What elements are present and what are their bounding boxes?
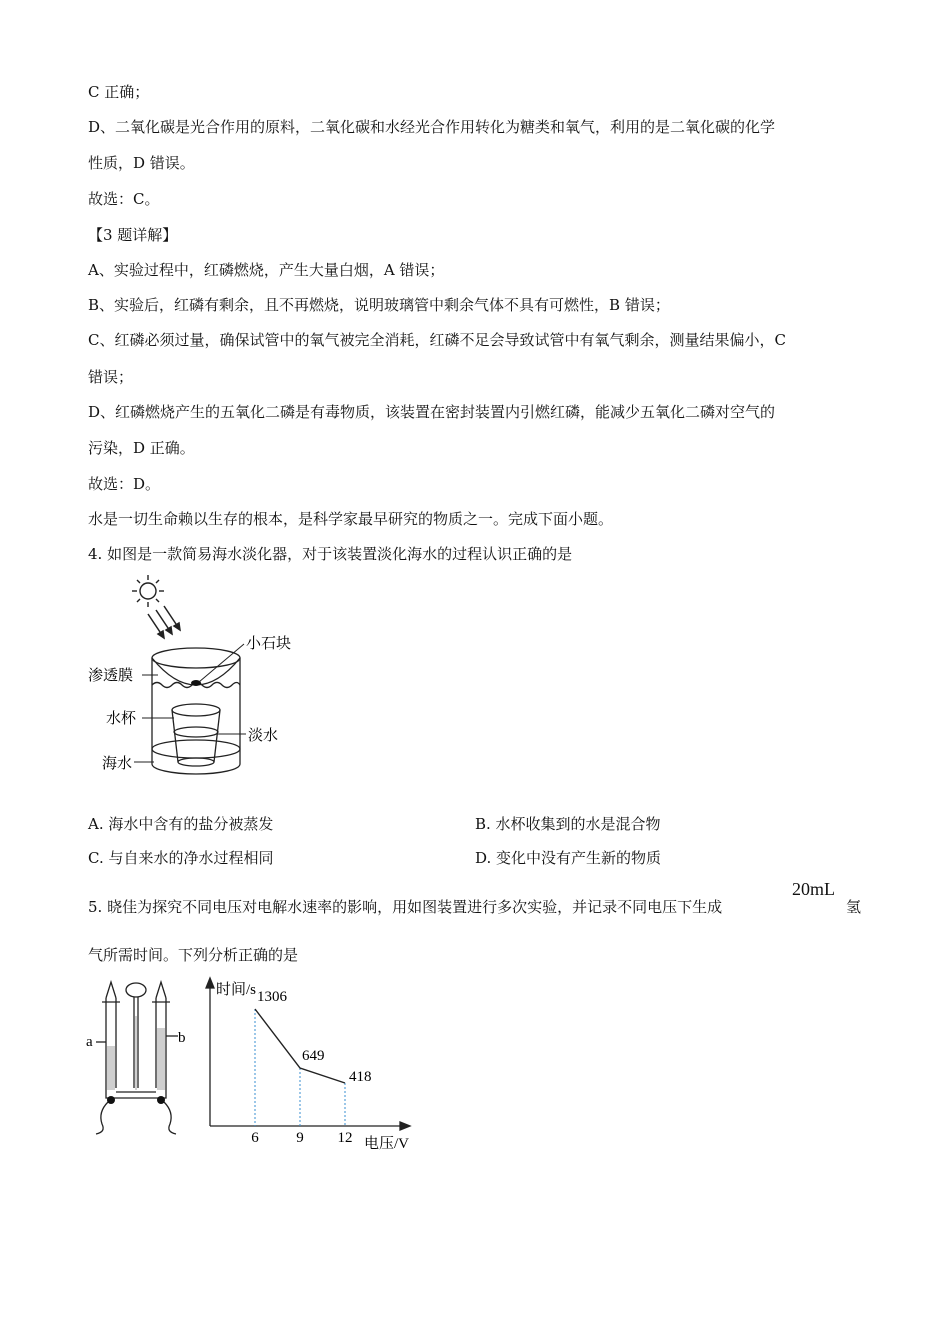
- label-a: a: [86, 1034, 93, 1050]
- option-c[interactable]: C. 与自来水的净水过程相同: [88, 849, 274, 867]
- option-d[interactable]: D. 变化中没有产生新的物质: [475, 849, 662, 867]
- data-label-9: 649: [302, 1048, 325, 1064]
- voltage-time-chart: [196, 976, 436, 1152]
- option-a[interactable]: A. 海水中含有的盐分被蒸发: [88, 815, 274, 833]
- volume-formula: 20mL: [792, 879, 835, 899]
- label-stone: 小石块: [246, 636, 292, 652]
- text-line-4: 故选：C。: [88, 190, 160, 208]
- label-membrane: 渗透膜: [88, 668, 134, 684]
- x-tick-label-9: 9: [296, 1130, 304, 1146]
- section-heading: 【3 题详解】: [88, 226, 178, 244]
- question-5-stem-end: 氢: [846, 898, 862, 916]
- text-line-8: C、红磷必须过量，确保试管中的氧气被完全消耗，红磷不足会导致试管中有氧气剩余，测量结果偏小，C: [88, 331, 786, 349]
- label-fresh: 淡水: [248, 728, 279, 744]
- x-tick-label-6: 6: [251, 1130, 259, 1146]
- text-line-13: 水是一切生命赖以生存的根本，是科学家最早研究的物质之一。完成下面小题。: [88, 510, 614, 528]
- label-b: b: [178, 1030, 186, 1046]
- sun-icon: [132, 575, 164, 607]
- text-line-10: D、红磷燃烧产生的五氧化二磷是有毒物质，该装置在密封装置内引燃红磷，能减少五氧化二磷对空气的: [88, 403, 776, 421]
- question-5-stem-2: 气所需时间。下列分析正确的是: [88, 946, 299, 964]
- light-arrows-icon: [148, 606, 180, 638]
- text-line-2: D、二氧化碳是光合作用的原料，二氧化碳和水经光合作用转化为糖类和氧气，利用的是二氧化碳的化学: [88, 118, 776, 136]
- text-line-3: 性质，D 错误。: [88, 154, 195, 172]
- data-label-12: 418: [349, 1069, 372, 1085]
- series-line: [255, 1009, 345, 1083]
- x-axis-arrow-icon: [400, 1122, 410, 1130]
- question-4-stem: 4. 如图是一款简易海水淡化器，对于该装置淡化海水的过程认识正确的是: [88, 545, 573, 563]
- x-tick-label-12: 12: [337, 1130, 353, 1146]
- text-line-9: 错误；: [88, 368, 134, 386]
- label-cup: 水杯: [106, 711, 137, 727]
- text-line-12: 故选：D。: [88, 475, 161, 493]
- stone-shape: [191, 680, 201, 686]
- option-b[interactable]: B. 水杯收集到的水是混合物: [475, 815, 661, 833]
- x-axis-label: 电压/V: [364, 1136, 410, 1152]
- y-axis-label: 时间/s: [216, 982, 257, 998]
- text-line-1: C 正确；: [88, 83, 150, 101]
- text-line-11: 污染，D 正确。: [88, 439, 195, 457]
- question-5-stem: 5. 晓佳为探究不同电压对电解水速率的影响，用如图装置进行多次实验，并记录不同电压下生成: [88, 898, 723, 916]
- text-line-7: B、实验后，红磷有剩余，且不再燃烧，说明玻璃管中剩余气体不具有可燃性，B 错误；: [88, 296, 670, 314]
- text-line-6: A、实验过程中，红磷燃烧，产生大量白烟，A 错误；: [88, 261, 445, 279]
- data-label-6: 1306: [257, 989, 287, 1005]
- y-axis-arrow-icon: [206, 978, 214, 988]
- desalinator-figure: [86, 572, 316, 792]
- electrolysis-apparatus: [84, 976, 194, 1136]
- label-sea: 海水: [102, 756, 133, 772]
